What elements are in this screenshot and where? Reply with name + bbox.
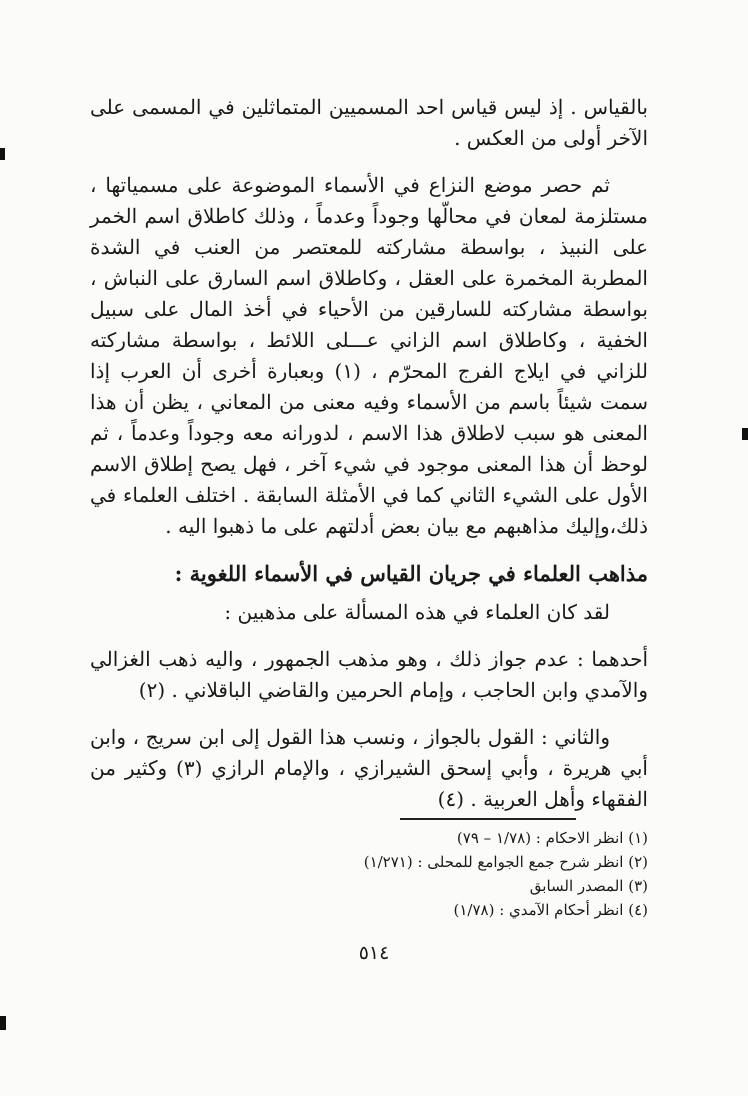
scan-mark [742,428,748,440]
scan-mark [0,1016,6,1030]
footnote-4: (٤) انظر أحكام الآمدي : (١/٧٨) [453,901,648,919]
intro-line: لقد كان العلماء في هذه المسألة على مذهبين : [224,600,610,624]
footnotes [364,826,648,922]
footnote-divider [400,818,576,820]
section-heading: مذاهب العلماء في جريان القياس في الأسماء اللغوية : [174,561,648,586]
footnote-3: (٣) المصدر السابق [529,877,648,895]
footnote-1: (١) انظر الاحكام : (١/٧٨ – ٧٩) [456,829,648,847]
page-number: ٥١٤ [358,942,390,964]
second-opinion: والثاني : القول بالجواز ، ونسب هذا القول إلى ابن سريج ، وابن أبي هريرة ، وأبي إسحق الشيرازي ، والإمام الرازي (٣) وكثير من الفقهاء وأهل العربية . (٤) [90,725,648,811]
footnote-2: (٢) انظر شرح جمع الجوامع للمحلى : (١/٢٧١) [363,853,648,871]
first-opinion: أحدهما : عدم جواز ذلك ، وهو مذهب الجمهور ، واليه ذهب الغزالي والآمدي وابن الحاجب ، وإمام الحرمين والقاضي الباقلاني . (٢) [90,647,648,702]
page-body [90,92,648,831]
paragraph-main: ثم حصر موضع النزاع في الأسماء الموضوعة على مسمياتها ، مستلزمة لمعان في محالّها وجوداً وعدماً ، وذلك كاطلاق اسم الخمر على النبيذ ، بواسطة مشاركته للمعتصر من العنب في الشدة المطربة المخمرة على العقل ، وكاطلاق اسم السارق على النباش ، بواسطة مشاركته للسارقين من الأحياء في أخذ المال على سبيل الخفية ، وكاطلاق اسم الزاني عـــلى اللائط ، بواسطة مشاركته للزاني في ايلاج الفرج المحرّم ، (١) وبعبارة أخرى أن العرب إذا سمت شيئاً باسم من الأسماء وفيه معنى من المعاني ، يظن أن هذا المعنى هو سبب لاطلاق هذا الاسم ، لدورانه معه وجوداً وعدماً ، ثم لوحظ أن هذا المعنى موجود في شيء آخر ، فهل يصح إطلاق الاسم الأول على الشيء الثاني كما في الأمثلة السابقة . اختلف العلماء في ذلك،وإليك مذاهبهم مع بيان بعض أدلتهم على ما ذهبوا اليه . [90,173,649,538]
scan-mark [0,148,5,160]
paragraph-continuation: بالقياس . إذ ليس قياس احد المسميين المتماثلين في المسمى على الآخر أولى من العكس . [90,95,648,150]
